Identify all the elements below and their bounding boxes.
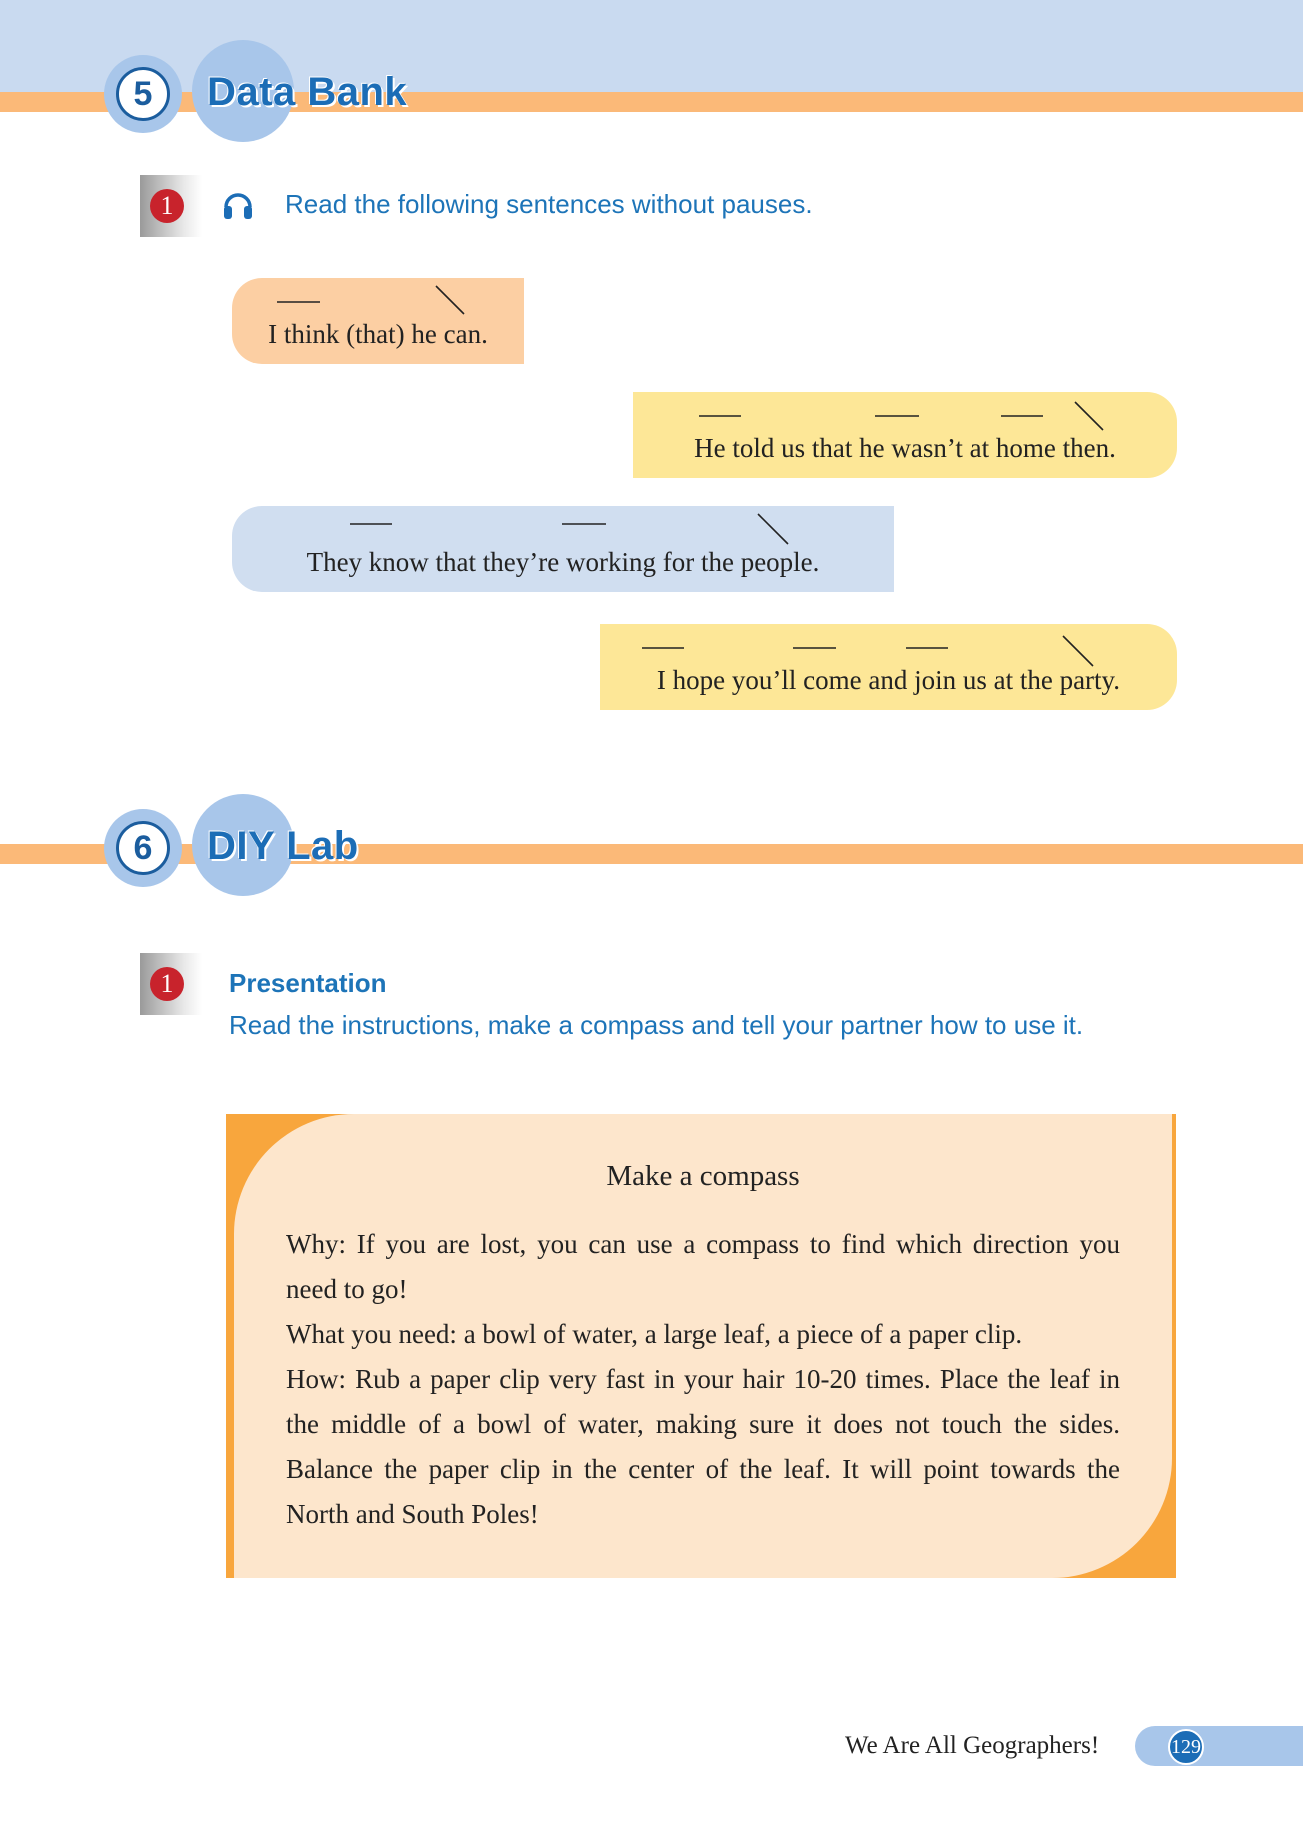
section-6-instruction: Read the instructions, make a compass and tell your partner how to use it.: [229, 1010, 1084, 1040]
what-you-need-paragraph: What you need: a bowl of water, a large leaf, a piece of a paper clip.: [286, 1319, 1023, 1349]
sentence-bubble-1: [232, 278, 524, 364]
headphones-icon: [221, 187, 255, 223]
step-number: 1: [150, 967, 184, 1001]
step-number: 1: [150, 189, 184, 223]
section-5-title: Data Bank: [207, 70, 408, 114]
page-number: 129: [1168, 1729, 1204, 1765]
sentence-text: I hope you’ll come and join us at the party.: [656, 665, 1121, 695]
compass-box-title: Make a compass: [606, 1160, 800, 1192]
sentence-bubble-2: [633, 392, 1177, 478]
footer-unit-title: We Are All Geographers!: [845, 1732, 1100, 1759]
sentence-bubble-3: [232, 506, 894, 592]
how-paragraph: How: Rub a paper clip very fast in your hair 10-20 times. Place the leaf in the middle of a bowl of water, making sure it does not touch the sides. Balance the paper clip in the center of the leaf. It will point towards the North and South Poles!: [286, 1364, 1120, 1529]
step-badge: [140, 953, 202, 1015]
compass-box-body: [286, 1222, 1120, 1537]
section-6-title: DIY Lab: [207, 824, 359, 868]
section-5-instruction: Read the following sentences without pauses.: [285, 189, 813, 219]
sentence-text: He told us that he wasn’t at home then.: [694, 433, 1116, 463]
step-badge: [140, 175, 202, 237]
compass-box-inner: [234, 1114, 1172, 1578]
sentence-text: They know that they’re working for the people.: [306, 547, 820, 577]
step-title: Presentation: [229, 968, 387, 998]
compass-instructions-box: [226, 1114, 1176, 1578]
sentence-text: I think (that) he can.: [268, 319, 488, 349]
sentence-bubble-4: [600, 624, 1177, 710]
section-6-number: 6: [116, 821, 170, 875]
footer-pill: [1135, 1726, 1303, 1766]
why-paragraph: Why: If you are lost, you can use a compass to find which direction you need to go!: [286, 1229, 1120, 1304]
section-5-number: 5: [116, 67, 170, 121]
